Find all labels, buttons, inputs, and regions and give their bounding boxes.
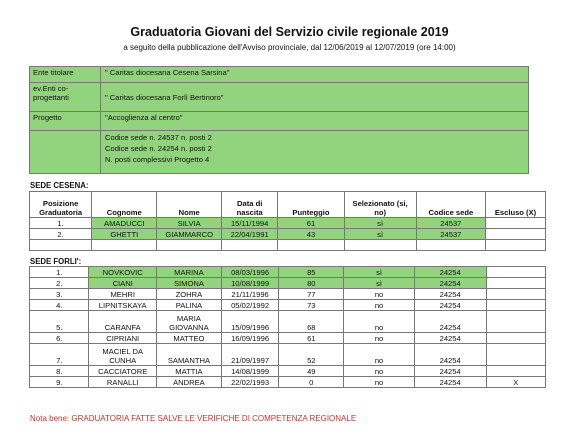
cell-escluso bbox=[486, 229, 546, 240]
cell-cognome: AMADUCCI bbox=[92, 218, 157, 229]
cell-punteggio: 61 bbox=[278, 218, 344, 229]
sede-cesena-label: SEDE CESENA: bbox=[30, 181, 89, 190]
cell-escluso: X bbox=[486, 377, 545, 388]
cell-sel: sì bbox=[344, 229, 416, 240]
cell-data: 21/09/1997 bbox=[221, 344, 278, 366]
cell-data: 15/09/1996 bbox=[221, 311, 278, 333]
cell-pos: 3. bbox=[30, 289, 89, 300]
cell-punteggio: 61 bbox=[279, 333, 344, 344]
header-selezionato: Selezionato (si, no) bbox=[344, 192, 416, 218]
cell-nome: SIMONA bbox=[156, 278, 221, 289]
cell-pos: 2. bbox=[30, 229, 92, 240]
table-row bbox=[30, 289, 546, 300]
cell-nome: MARINA bbox=[156, 267, 221, 278]
cell-pos: 7. bbox=[30, 344, 89, 366]
empty-cell bbox=[157, 240, 222, 251]
cell-cognome: CACCIATORE bbox=[89, 366, 156, 377]
ente-titolare-label: Ente titolare bbox=[30, 67, 101, 83]
cell-codice: 24254 bbox=[414, 267, 486, 278]
cell-punteggio: 43 bbox=[278, 229, 344, 240]
cell-nome: MATTEO bbox=[156, 333, 221, 344]
cell-cognome: CIANI bbox=[89, 278, 156, 289]
cell-sel: sì bbox=[344, 218, 416, 229]
table-row bbox=[30, 218, 546, 229]
cell-codice: 24254 bbox=[414, 311, 486, 333]
empty-cell bbox=[92, 240, 157, 251]
cell-data: 16/09/1996 bbox=[221, 333, 278, 344]
page-subtitle: a seguito della pubblicazione dell'Avviso provinciale, dal 12/06/2019 al 12/07/2019 (ore 14:00) bbox=[123, 43, 456, 52]
ente-titolare-value: " Caritas diocesana Cesena Sarsina" bbox=[101, 67, 529, 83]
cell-codice: 24254 bbox=[414, 300, 486, 311]
header-codice-sede: Codice sede bbox=[416, 192, 485, 218]
cell-codice: 24254 bbox=[414, 366, 486, 377]
empty-cell bbox=[278, 240, 344, 251]
cell-escluso bbox=[486, 311, 545, 333]
table-row bbox=[30, 311, 546, 333]
cell-data: 22/04/1991 bbox=[221, 229, 277, 240]
cell-pos: 4. bbox=[30, 300, 89, 311]
enti-coprogettanti-label: ev.Enti co-progettanti bbox=[30, 83, 101, 112]
cell-escluso bbox=[486, 344, 545, 366]
cell-escluso bbox=[486, 300, 545, 311]
enti-coprogettanti-value: " Caritas diocesana Forlì Bertinoro" bbox=[101, 83, 529, 112]
cell-data: 21/11/1996 bbox=[221, 289, 278, 300]
cell-data: 22/02/1993 bbox=[221, 377, 278, 388]
empty-row bbox=[30, 240, 546, 251]
cell-escluso bbox=[486, 333, 545, 344]
cell-punteggio: 77 bbox=[279, 289, 344, 300]
cell-pos: 6. bbox=[30, 333, 89, 344]
cell-cognome: CIPRIANI bbox=[89, 333, 156, 344]
cell-escluso bbox=[486, 278, 545, 289]
cell-data: 14/08/1999 bbox=[221, 366, 278, 377]
table-row bbox=[30, 278, 546, 289]
cell-punteggio: 80 bbox=[279, 278, 344, 289]
cell-sel: no bbox=[344, 366, 414, 377]
cell-cognome: GHETTI bbox=[92, 229, 157, 240]
cell-cognome: MEHRI bbox=[89, 289, 156, 300]
cell-punteggio: 85 bbox=[279, 267, 344, 278]
sede-line-3: N. posti complessivi Progetto 4 bbox=[105, 155, 210, 164]
cell-cognome: CARANFA bbox=[89, 311, 156, 333]
cell-cognome: MACIEL DA CUNHA bbox=[89, 344, 156, 366]
cell-codice: 24254 bbox=[414, 344, 486, 366]
cell-escluso bbox=[486, 366, 545, 377]
cell-punteggio: 73 bbox=[279, 300, 344, 311]
cell-pos: 5. bbox=[30, 311, 89, 333]
cell-nome: MARIA GIOVANNA bbox=[156, 311, 221, 333]
cell-nome: SAMANTHA bbox=[156, 344, 221, 366]
forli-table bbox=[29, 266, 546, 388]
header-escluso: Escluso (X) bbox=[486, 192, 546, 218]
table-row bbox=[30, 267, 546, 278]
cell-cognome: LIPNITSKAYA bbox=[89, 300, 156, 311]
cell-nome: PALINA bbox=[156, 300, 221, 311]
project-info-table bbox=[29, 66, 529, 174]
table-row bbox=[30, 333, 546, 344]
cell-punteggio: 68 bbox=[279, 311, 344, 333]
cell-escluso bbox=[486, 218, 546, 229]
cell-codice: 24254 bbox=[414, 333, 486, 344]
header-posizione: Posizione Graduatoria bbox=[30, 192, 92, 218]
cell-pos: 1. bbox=[30, 218, 92, 229]
cell-sel: sì bbox=[344, 267, 414, 278]
table-row bbox=[30, 366, 546, 377]
cell-sel: no bbox=[344, 377, 414, 388]
cell-data: 05/02/1992 bbox=[221, 300, 278, 311]
empty-cell bbox=[30, 240, 92, 251]
header-punteggio: Punteggio bbox=[278, 192, 344, 218]
empty-cell bbox=[221, 240, 277, 251]
cell-sel: no bbox=[344, 344, 414, 366]
cell-escluso bbox=[486, 289, 545, 300]
cell-punteggio: 52 bbox=[279, 344, 344, 366]
sede-line-2: Codice sede n. 24254 n. posti 2 bbox=[105, 144, 212, 153]
sede-info-value bbox=[101, 131, 529, 174]
cell-codice: 24537 bbox=[416, 229, 485, 240]
table-row bbox=[30, 300, 546, 311]
sede-line-1: Codice sede n. 24537 n. posti 2 bbox=[105, 133, 212, 142]
cell-codice: 24254 bbox=[414, 377, 486, 388]
cell-pos: 8. bbox=[30, 366, 89, 377]
cell-sel: sì bbox=[344, 278, 414, 289]
header-nome: Nome bbox=[157, 192, 222, 218]
sede-info-label bbox=[30, 131, 101, 174]
footnote: Nota bene: GRADUATORIA FATTE SALVE LE VERIFICHE DI COMPETENZA REGIONALE bbox=[30, 414, 357, 423]
cell-nome: MATTIA bbox=[156, 366, 221, 377]
cell-punteggio: 0 bbox=[279, 377, 344, 388]
cell-pos: 2. bbox=[30, 278, 89, 289]
cell-codice: 24537 bbox=[416, 218, 485, 229]
cell-codice: 24254 bbox=[414, 278, 486, 289]
cell-data: 10/08/1999 bbox=[221, 278, 278, 289]
table-row bbox=[30, 229, 546, 240]
cesena-table bbox=[29, 191, 546, 251]
cell-escluso bbox=[486, 267, 545, 278]
header-data-nascita: Data di nascita bbox=[221, 192, 277, 218]
cell-data: 15/11/1994 bbox=[221, 218, 277, 229]
cell-codice: 24254 bbox=[414, 289, 486, 300]
cell-cognome: RANALLI bbox=[89, 377, 156, 388]
empty-cell bbox=[486, 240, 546, 251]
cell-sel: no bbox=[344, 300, 414, 311]
cell-nome: ANDREA bbox=[156, 377, 221, 388]
cell-pos: 1. bbox=[30, 267, 89, 278]
cell-nome: GIAMMARCO bbox=[157, 229, 222, 240]
cell-cognome: NOVKOVIC bbox=[89, 267, 156, 278]
page-title: Graduatoria Giovani del Servizio civile regionale 2019 bbox=[130, 25, 449, 39]
sede-forli-label: SEDE FORLI': bbox=[30, 257, 82, 266]
progetto-label: Progetto bbox=[30, 112, 101, 131]
table-row bbox=[30, 344, 546, 366]
cell-data: 08/03/1996 bbox=[221, 267, 278, 278]
cell-pos: 9. bbox=[30, 377, 89, 388]
cell-sel: no bbox=[344, 333, 414, 344]
header-cognome: Cognome bbox=[92, 192, 157, 218]
table-row bbox=[30, 377, 546, 388]
cell-sel: no bbox=[344, 311, 414, 333]
cell-nome: ZOHRA bbox=[156, 289, 221, 300]
empty-cell bbox=[344, 240, 416, 251]
empty-cell bbox=[416, 240, 485, 251]
cell-nome: SILVIA bbox=[157, 218, 222, 229]
cell-punteggio: 49 bbox=[279, 366, 344, 377]
cell-sel: no bbox=[344, 289, 414, 300]
progetto-value: "Accoglienza al centro" bbox=[101, 112, 529, 131]
